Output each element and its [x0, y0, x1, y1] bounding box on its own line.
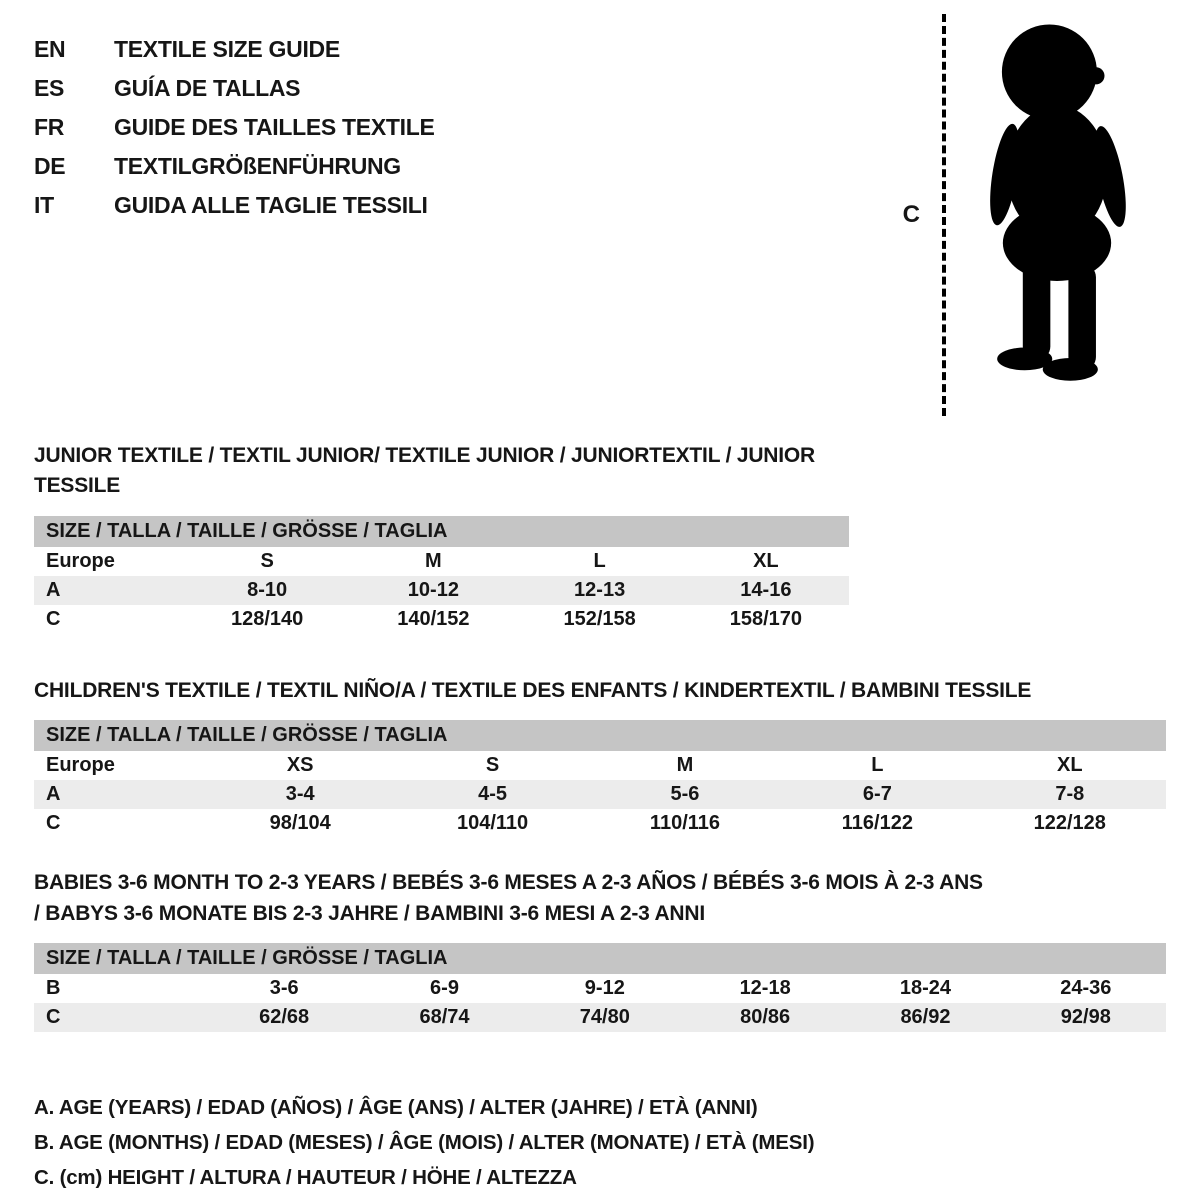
language-code: IT — [34, 192, 54, 218]
value-cell: S — [485, 754, 500, 777]
language-title: TEXTILGRÖßENFÜHRUNG — [114, 153, 401, 179]
value-cell: 110/116 — [649, 812, 721, 835]
value-cell: L — [593, 549, 606, 572]
value-cell: 14-16 — [740, 578, 792, 601]
table-header-row — [34, 516, 849, 547]
value-cell: 80/86 — [740, 1006, 791, 1029]
value-cell: 122/128 — [1033, 812, 1106, 835]
value-cell: 9-12 — [584, 977, 625, 1000]
children-size-table — [34, 720, 1166, 838]
value-cell: XS — [286, 754, 314, 777]
value-cell: S — [260, 549, 274, 572]
babies-size-table — [34, 943, 1166, 1032]
value-cell: 140/152 — [397, 607, 470, 630]
value-cell: 5-6 — [670, 783, 700, 806]
table-header-row — [34, 943, 1166, 974]
value-cell: 8-10 — [247, 578, 288, 601]
value-cell: XL — [1057, 754, 1083, 777]
table-row — [34, 576, 849, 605]
value-cell: 7-8 — [1055, 783, 1085, 806]
value-cell: 104/110 — [456, 812, 529, 835]
value-cell: 152/158 — [563, 607, 636, 630]
baby-silhouette-icon — [962, 12, 1152, 417]
value-cell: M — [425, 549, 442, 572]
section-title: CHILDREN'S TEXTILE / TEXTIL NIÑO/A / TEXTILE DES ENFANTS / KINDERTEXTIL / BAMBINI TESSILE — [34, 678, 1032, 702]
size-header-cell: SIZE / TALLA / TAILLE / GRÖSSE / TAGLIA — [34, 516, 849, 547]
legend-line-a: A. AGE (YEARS) / EDAD (AÑOS) / ÂGE (ANS) / ALTER (JAHRE) / ETÀ (ANNI) — [34, 1096, 758, 1120]
legend-line-c: C. (cm) HEIGHT / ALTURA / HAUTEUR / HÖHE / ALTEZZA — [34, 1166, 577, 1190]
value-cell: 10-12 — [407, 578, 459, 601]
language-code: ES — [34, 75, 65, 101]
section-title: BABIES 3-6 MONTH TO 2-3 YEARS / BEBÉS 3-6 MESES A 2-3 AÑOS / BÉBÉS 3-6 MOIS À 2-3 ANS / BABYS 3-6 MONATE BIS 2-3 JAHRE / BAMBINI 3-6 MESI A 2-3 ANNI — [34, 871, 983, 925]
table-row — [34, 547, 849, 576]
table-row — [34, 809, 1166, 838]
row-label-cell: C — [46, 1006, 61, 1029]
value-cell: 158/170 — [729, 607, 803, 630]
row-label-cell: A — [46, 783, 61, 806]
section-childrens-textile — [34, 676, 1166, 838]
section-title: JUNIOR TEXTILE / TEXTIL JUNIOR/ TEXTILE JUNIOR / JUNIORTEXTIL / JUNIOR TESSILE — [34, 444, 815, 498]
table-row — [34, 974, 1166, 1003]
value-cell: 12-13 — [574, 578, 626, 601]
value-cell: XL — [753, 549, 779, 572]
row-label-cell: B — [46, 977, 61, 1000]
height-measure-figure — [903, 12, 1152, 417]
section-babies-textile — [34, 868, 1112, 1032]
value-cell: 92/98 — [1060, 1006, 1111, 1029]
value-cell: 18-24 — [899, 977, 952, 1000]
legend — [34, 1096, 1166, 1190]
value-cell: 12-18 — [739, 977, 791, 1000]
value-cell: 3-6 — [269, 977, 299, 1000]
value-cell: 68/74 — [419, 1006, 470, 1029]
value-cell: 62/68 — [259, 1006, 310, 1029]
value-cell: 3-4 — [285, 783, 315, 806]
section-junior-textile — [34, 441, 884, 634]
value-cell: M — [676, 754, 694, 777]
row-label-cell: C — [46, 607, 61, 630]
language-code: DE — [34, 153, 66, 179]
table-row — [34, 751, 1166, 780]
value-cell: 24-36 — [1060, 977, 1112, 1000]
language-code: FR — [34, 114, 65, 140]
table-row — [34, 1003, 1166, 1032]
language-title: TEXTILE SIZE GUIDE — [114, 36, 340, 62]
value-cell: 74/80 — [579, 1006, 630, 1029]
size-header-cell: SIZE / TALLA / TAILLE / GRÖSSE / TAGLIA — [34, 943, 1166, 974]
legend-line-b: B. AGE (MONTHS) / EDAD (MESES) / ÂGE (MOIS) / ALTER (MONATE) / ETÀ (MESI) — [34, 1131, 815, 1155]
value-cell: L — [871, 754, 884, 777]
value-cell: 98/104 — [269, 812, 331, 835]
size-header-cell: SIZE / TALLA / TAILLE / GRÖSSE / TAGLIA — [34, 720, 1166, 751]
language-title: GUIDE DES TAILLES TEXTILE — [114, 114, 435, 140]
value-cell: 6-9 — [430, 977, 459, 1000]
table-row — [34, 780, 1166, 809]
table-header-row — [34, 720, 1166, 751]
language-title: GUIDA ALLE TAGLIE TESSILI — [114, 192, 428, 218]
row-label-cell: Europe — [46, 549, 115, 572]
value-cell: 6-7 — [862, 783, 892, 806]
height-c-label: C — [902, 200, 920, 228]
value-cell: 116/122 — [841, 812, 913, 835]
row-label-cell: A — [46, 578, 61, 601]
junior-size-table — [34, 516, 849, 634]
value-cell: 86/92 — [900, 1006, 951, 1029]
row-label-cell: Europe — [46, 754, 115, 777]
table-row — [34, 605, 849, 634]
height-dashed-line — [942, 14, 946, 416]
language-code: EN — [34, 36, 66, 62]
language-title: GUÍA DE TALLAS — [114, 75, 301, 101]
row-label-cell: C — [46, 812, 61, 835]
value-cell: 4-5 — [478, 783, 508, 806]
value-cell: 128/140 — [230, 607, 304, 630]
